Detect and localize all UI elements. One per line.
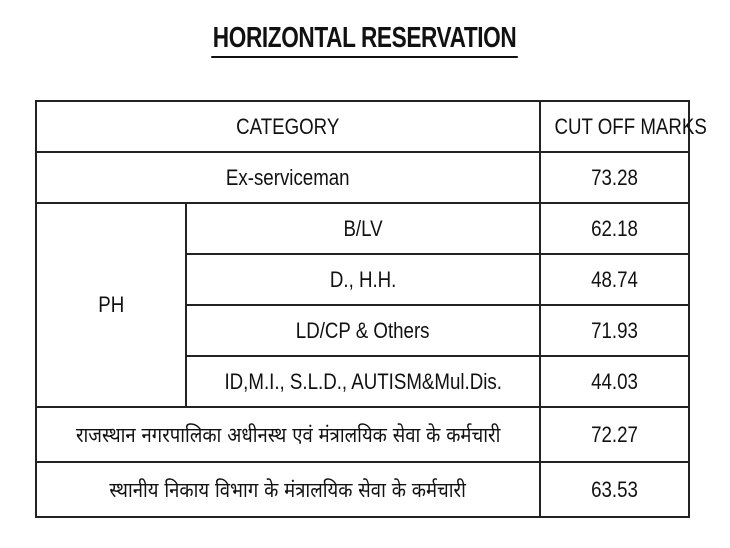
subcategory-label: LD/CP & Others: [296, 317, 430, 343]
header-cutoff-cell: [540, 101, 707, 152]
subcategory-label: B/LV: [343, 215, 383, 241]
table-row: [36, 203, 689, 254]
marks-cell: [540, 203, 689, 254]
marks-cell: [540, 407, 689, 462]
marks-cell: [540, 152, 689, 203]
ph-label: PH: [98, 292, 124, 317]
marks-cell: [540, 356, 689, 407]
ph-group-cell: [36, 203, 186, 407]
table-row: [36, 462, 689, 517]
category-label: Ex-serviceman: [226, 164, 350, 190]
header-category: CATEGORY: [236, 113, 340, 139]
subcategory-cell: [186, 254, 540, 305]
header-category-cell: [36, 101, 540, 152]
cutoff-value: 62.18: [591, 215, 638, 241]
page-title: HORIZONTAL RESERVATION: [212, 20, 519, 58]
cutoff-value: 72.27: [591, 421, 638, 447]
category-label: राजस्थान नगरपालिका अधीनस्थ एवं मंत्रालयिक सेवा के कर्मचारी: [75, 422, 501, 447]
category-cell: [36, 407, 540, 462]
subcategory-cell: [186, 356, 540, 407]
subcategory-label: ID,M.I., S.L.D., AUTISM&Mul.Dis.: [224, 368, 502, 394]
category-label: स्थानीय निकाय विभाग के मंत्रालयिक सेवा के कर्मचारी: [109, 477, 467, 502]
cutoff-value: 71.93: [591, 317, 638, 343]
marks-cell: [540, 462, 689, 517]
title-container: [0, 20, 730, 58]
header-cutoff: CUT OFF MARKS: [554, 113, 707, 139]
subcategory-cell: [186, 305, 540, 356]
table-row: [36, 152, 689, 203]
cutoff-value: 63.53: [591, 476, 638, 502]
subcategory-cell: [186, 203, 540, 254]
cutoff-value: 48.74: [591, 266, 638, 292]
category-cell: [36, 152, 540, 203]
category-cell: [36, 462, 540, 517]
table-row: [36, 407, 689, 462]
cutoff-value: 44.03: [591, 368, 638, 394]
header-row: [36, 101, 689, 152]
marks-cell: [540, 305, 689, 356]
subcategory-label: D., H.H.: [329, 266, 397, 292]
reservation-table: [35, 100, 707, 518]
marks-cell: [540, 254, 689, 305]
cutoff-value: 73.28: [591, 164, 638, 190]
